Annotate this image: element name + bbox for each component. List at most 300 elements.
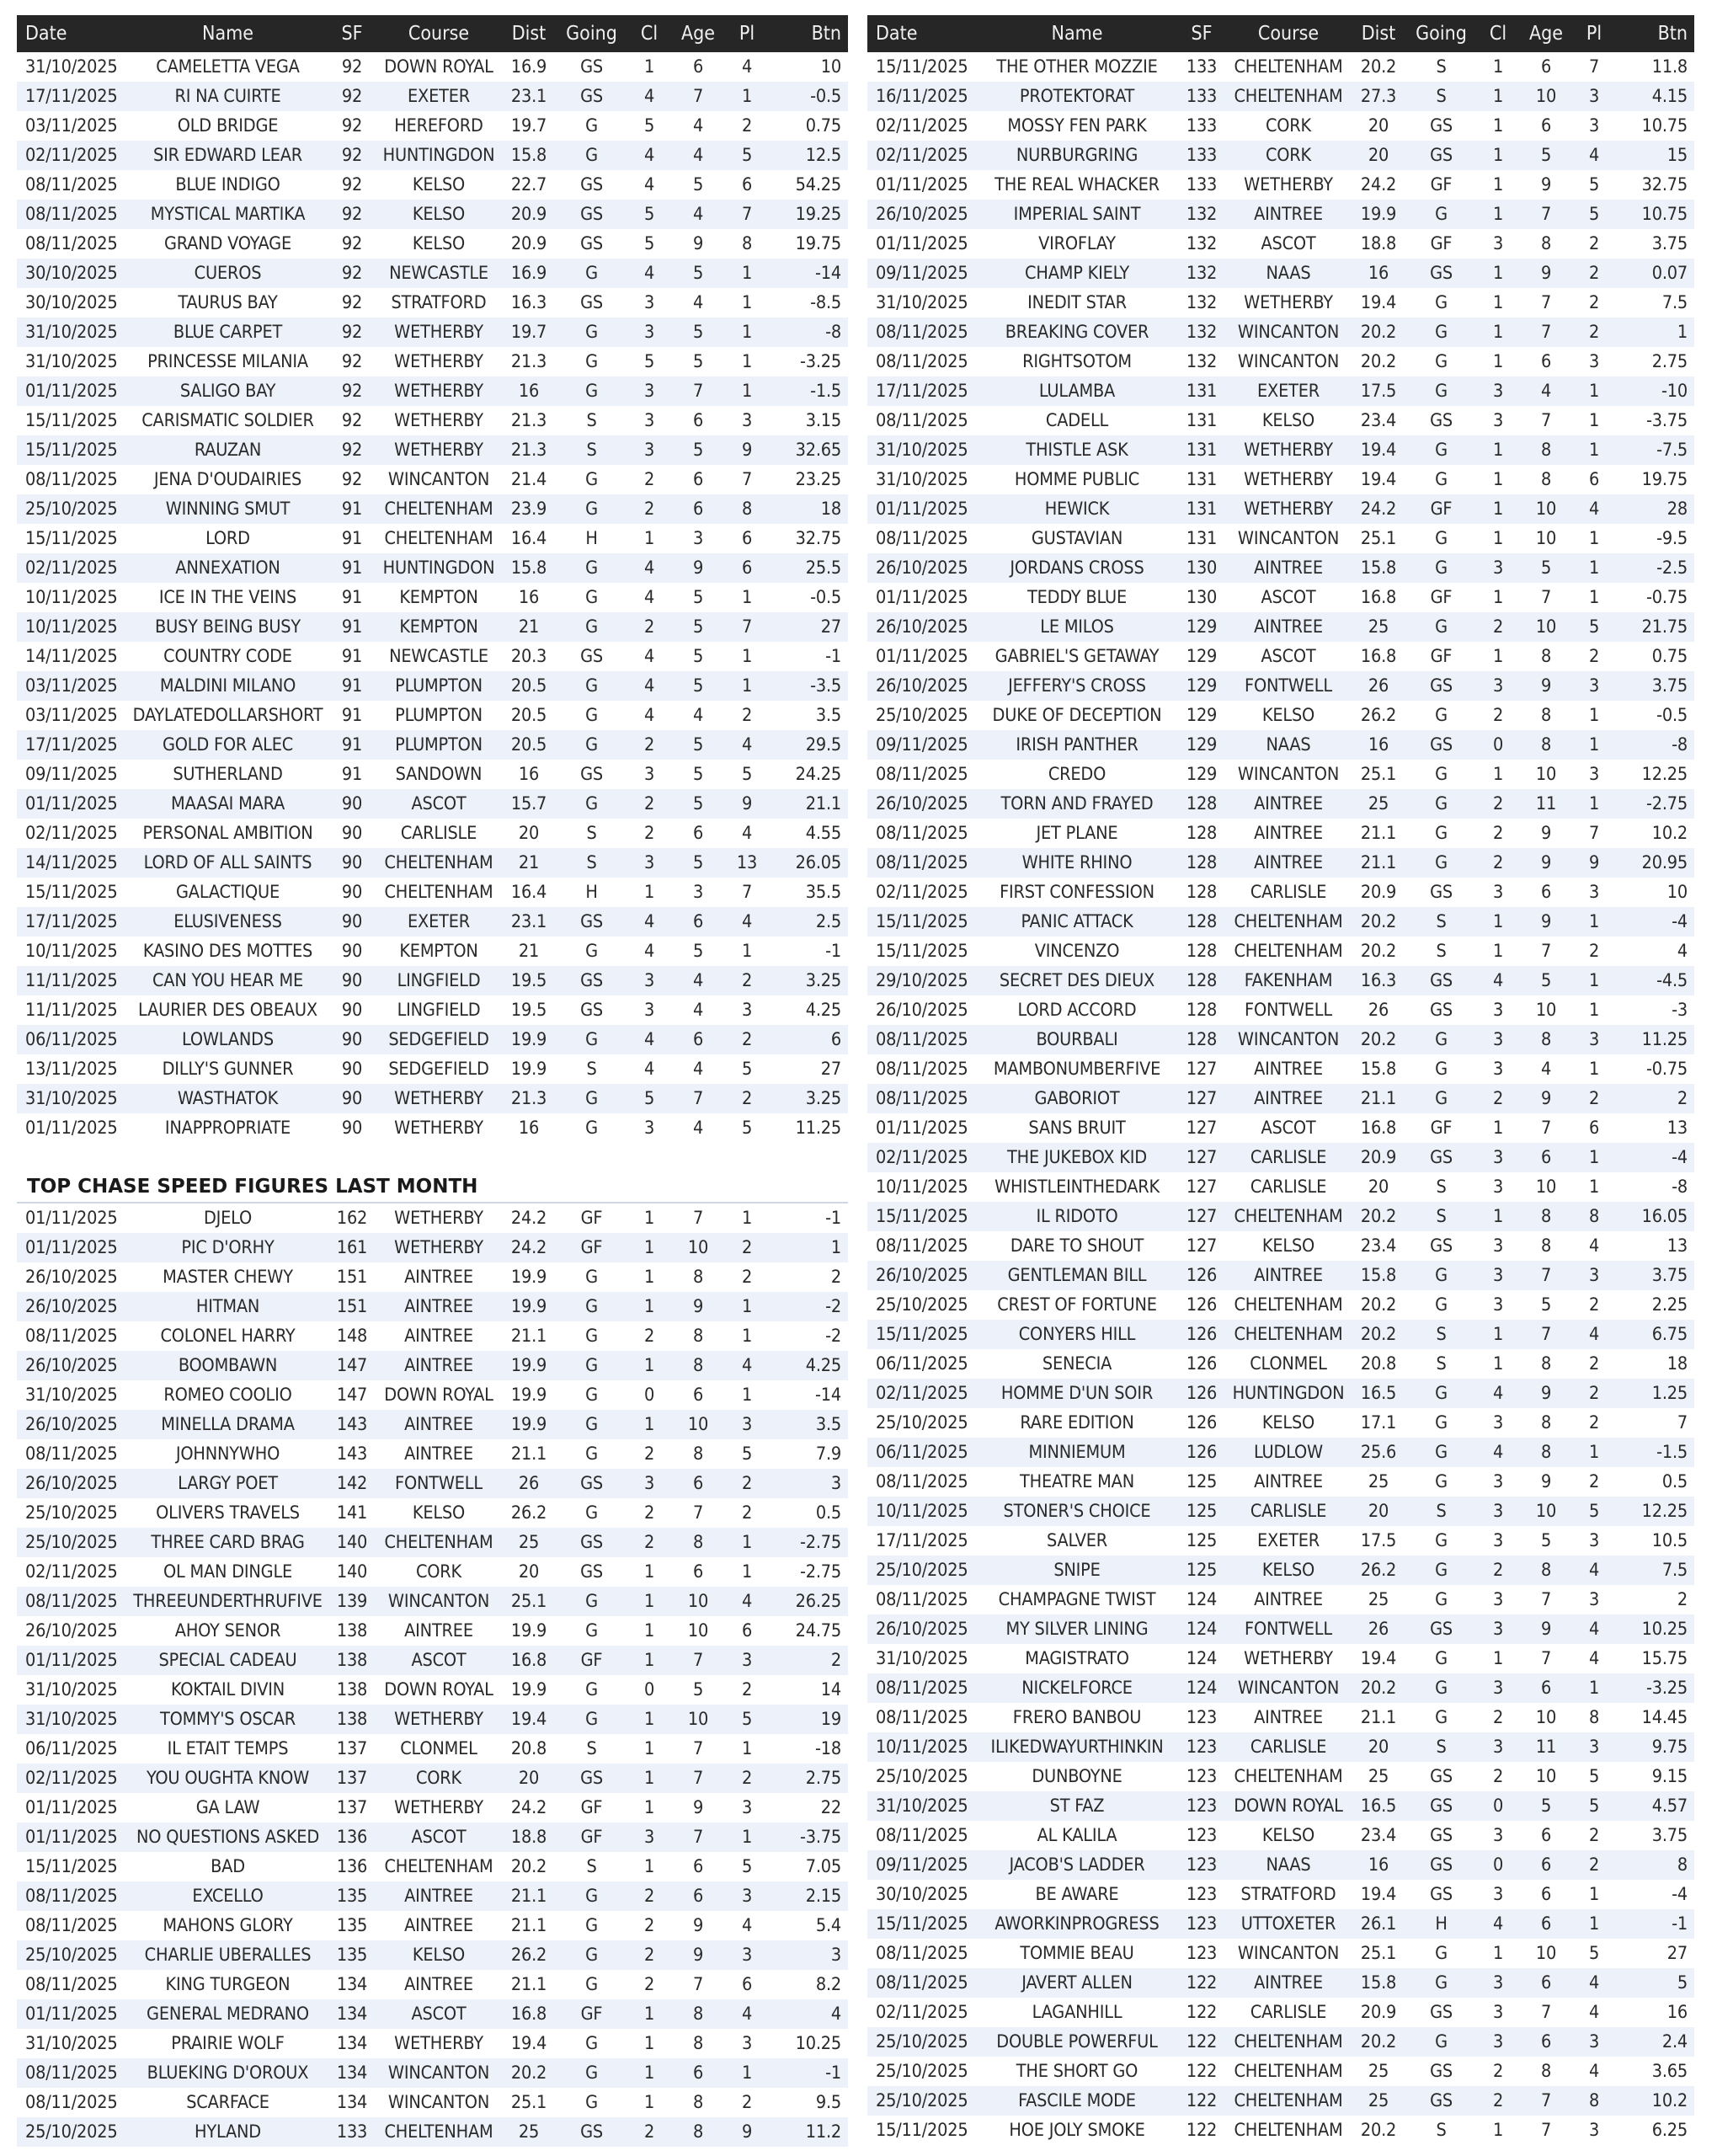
going-cell: G	[1406, 1968, 1476, 1998]
course-cell: WETHERBY	[376, 1084, 501, 1113]
name-cell: MALDINI MILANO	[128, 671, 328, 701]
btn-cell: 23.25	[795, 469, 841, 490]
sf-cell: 91	[341, 646, 363, 667]
pl-cell: 2	[1588, 1825, 1600, 1846]
course-cell: CHELTENHAM	[384, 528, 493, 549]
cl-cell: 4	[627, 141, 672, 170]
name-cell: MAMBONUMBERFIVE	[993, 1059, 1161, 1080]
table-row	[867, 730, 1694, 760]
sf-cell: 92	[328, 376, 376, 406]
age-cell: 8	[1520, 435, 1572, 465]
date-cell: 08/11/2025	[25, 233, 118, 254]
sf-cell: 126	[1186, 1294, 1218, 1315]
pl-cell: 3	[741, 2033, 753, 2054]
course-cell: CHELTENHAM	[376, 2117, 501, 2147]
table-row	[17, 1734, 848, 1764]
sf-cell: 122	[1177, 1968, 1226, 1998]
going-cell: G	[585, 351, 598, 372]
name-cell: CAN YOU HEAR ME	[128, 966, 328, 995]
pl-cell: 1	[724, 1822, 770, 1852]
cl-cell: 1	[627, 1705, 672, 1734]
name-cell: KASINO DES MOTTES	[142, 941, 313, 962]
btn-cell: -3.25	[799, 351, 841, 372]
btn-cell: 6	[770, 1025, 848, 1054]
dist-cell: 25	[1368, 1589, 1389, 1610]
name-cell: MAHONS GLORY	[163, 1915, 293, 1936]
table-row	[17, 1616, 848, 1646]
date-cell: 31/10/2025	[25, 1385, 118, 1406]
age-cell: 6	[1540, 1825, 1552, 1846]
pl-cell: 9	[1572, 848, 1616, 878]
name-cell: DARE TO SHOUT	[1010, 1235, 1144, 1257]
date-cell: 26/10/2025	[867, 553, 977, 583]
name-cell: TORN AND FRAYED	[977, 789, 1177, 819]
btn-cell: -8	[770, 318, 848, 347]
pl-cell: 3	[1572, 1025, 1616, 1054]
going-cell: G	[585, 587, 598, 608]
age-cell: 8	[1540, 233, 1552, 254]
btn-cell: 18	[770, 494, 848, 524]
dist-cell: 16	[1351, 1850, 1406, 1880]
pl-cell: 4	[724, 1587, 770, 1616]
cl-cell: 3	[1492, 1000, 1504, 1021]
sf-cell: 151	[328, 1292, 376, 1321]
dist-cell: 21	[501, 612, 557, 642]
going-cell: G	[1435, 528, 1448, 549]
age-cell: 11	[1520, 1732, 1572, 1762]
column-header-name: Name	[128, 15, 328, 52]
btn-cell: -1	[825, 646, 841, 667]
going-cell: G	[1435, 292, 1448, 313]
cl-cell: 4	[627, 259, 672, 288]
sf-cell: 138	[328, 1646, 376, 1675]
pl-cell: 1	[1588, 1884, 1600, 1905]
course-cell: HUNTINGDON	[376, 141, 501, 170]
name-cell: EXCELLO	[128, 1881, 328, 1911]
dist-cell: 24.2	[1360, 174, 1397, 195]
age-cell: 4	[692, 1059, 704, 1080]
column-header-name: Name	[977, 15, 1177, 52]
going-cell: GS	[580, 174, 603, 195]
table-row	[867, 1732, 1694, 1762]
sf-cell: 92	[341, 233, 363, 254]
table-row	[17, 1439, 848, 1469]
course-cell: WETHERBY	[394, 1118, 483, 1139]
sf-cell: 124	[1186, 1589, 1218, 1610]
age-cell: 6	[1520, 1909, 1572, 1939]
date-cell: 08/11/2025	[17, 1881, 128, 1911]
cl-cell: 3	[1476, 1732, 1520, 1762]
dist-cell: 19.9	[510, 1679, 547, 1700]
dist-cell: 26	[501, 1469, 557, 1498]
pl-cell: 3	[724, 1410, 770, 1439]
course-cell: WETHERBY	[394, 1208, 483, 1229]
dist-cell: 20.8	[1360, 1353, 1397, 1374]
table-row	[867, 82, 1694, 111]
going-cell: GS	[1406, 730, 1476, 760]
name-cell: THE OTHER MOZZIE	[996, 56, 1158, 77]
sf-cell: 123	[1186, 1943, 1218, 1964]
sf-cell: 135	[328, 1940, 376, 1970]
table-row	[17, 465, 848, 494]
name-cell: CHAMPAGNE TWIST	[998, 1589, 1156, 1610]
going-cell: GS	[557, 1764, 627, 1793]
age-cell: 6	[1540, 351, 1552, 372]
cl-cell: 3	[1492, 1530, 1504, 1551]
table-row	[17, 642, 848, 671]
course-cell: NAAS	[1226, 1850, 1351, 1880]
cl-cell: 4	[643, 174, 655, 195]
table-row	[17, 671, 848, 701]
dist-cell: 19.9	[501, 1025, 557, 1054]
going-cell: GS	[1406, 671, 1476, 701]
going-cell: G	[1406, 848, 1476, 878]
going-cell: G	[1435, 1412, 1448, 1433]
date-cell: 15/11/2025	[25, 528, 118, 549]
date-cell: 03/11/2025	[25, 115, 118, 136]
cl-cell: 3	[627, 1822, 672, 1852]
age-cell: 4	[1520, 376, 1572, 406]
age-cell: 6	[672, 1881, 724, 1911]
date-cell: 01/11/2025	[17, 1233, 128, 1262]
going-cell: GF	[1430, 174, 1453, 195]
sf-cell: 128	[1177, 848, 1226, 878]
age-cell: 3	[692, 528, 704, 549]
table-row	[17, 1940, 848, 1970]
date-cell: 25/10/2025	[867, 2027, 977, 2057]
course-cell: HUNTINGDON	[1226, 1379, 1351, 1408]
dist-cell: 21.4	[510, 469, 547, 490]
pl-cell: 1	[741, 587, 753, 608]
cl-cell: 1	[1492, 56, 1504, 77]
dist-cell: 21.1	[510, 1974, 547, 1995]
course-cell: CHELTENHAM	[376, 494, 501, 524]
date-cell: 31/10/2025	[876, 1648, 968, 1669]
date-cell: 15/11/2025	[876, 56, 968, 77]
dist-cell: 20.9	[1360, 2002, 1397, 2023]
btn-cell: 27	[1666, 1943, 1688, 1964]
btn-cell: 4.15	[1616, 82, 1694, 111]
going-cell: GF	[1430, 1118, 1453, 1139]
course-cell: AINTREE	[376, 1410, 501, 1439]
table-row	[17, 1970, 848, 1999]
course-cell: CORK	[415, 1561, 462, 1582]
cl-cell: 1	[1492, 292, 1504, 313]
age-cell: 10	[1520, 494, 1572, 524]
pl-cell: 2	[724, 1084, 770, 1113]
name-cell: THE SHORT GO	[1016, 2061, 1138, 2082]
date-cell: 08/11/2025	[867, 1968, 977, 1998]
name-cell: FIRST CONFESSION	[1000, 882, 1154, 903]
sf-cell: 129	[1177, 671, 1226, 701]
column-header-date: Date	[17, 15, 128, 52]
course-cell: FAKENHAM	[1226, 966, 1351, 995]
dist-cell: 19.4	[1360, 469, 1397, 490]
age-cell: 7	[692, 1738, 704, 1759]
pl-cell: 6	[741, 1974, 753, 1995]
course-cell: CHELTENHAM	[1226, 82, 1351, 111]
date-cell: 31/10/2025	[17, 318, 128, 347]
course-cell: WETHERBY	[1244, 1648, 1333, 1669]
date-cell: 01/11/2025	[876, 174, 968, 195]
age-cell: 8	[1540, 705, 1552, 726]
btn-cell: 10.25	[795, 2033, 841, 2054]
course-cell: AINTREE	[1226, 1084, 1351, 1113]
cl-cell: 4	[1476, 1379, 1520, 1408]
course-cell: WINCANTON	[1237, 528, 1340, 549]
table-row	[17, 318, 848, 347]
going-cell: GS	[557, 82, 627, 111]
cl-cell: 3	[1492, 1294, 1504, 1315]
table-row	[867, 1909, 1694, 1939]
sf-cell: 128	[1186, 882, 1218, 903]
name-cell: ELUSIVENESS	[128, 907, 328, 937]
age-cell: 5	[692, 764, 704, 785]
age-cell: 6	[672, 907, 724, 937]
table-row	[867, 1556, 1694, 1585]
cl-cell: 1	[1476, 907, 1520, 937]
course-cell: WINCANTON	[376, 2058, 501, 2088]
age-cell: 5	[672, 259, 724, 288]
name-cell: TOMMY'S OSCAR	[128, 1705, 328, 1734]
date-cell: 01/11/2025	[17, 1999, 128, 2029]
btn-cell: 3.25	[770, 966, 848, 995]
pl-cell: 1	[1572, 553, 1616, 583]
name-cell: BLUE CARPET	[128, 318, 328, 347]
cl-cell: 0	[1476, 730, 1520, 760]
name-cell: OL MAN DINGLE	[163, 1561, 293, 1582]
name-cell: JEFFERY'S CROSS	[977, 671, 1177, 701]
btn-cell: -4	[1616, 907, 1694, 937]
pl-cell: 1	[741, 351, 753, 372]
table-row	[17, 1881, 848, 1911]
table-row	[867, 1320, 1694, 1349]
going-cell: G	[557, 141, 627, 170]
name-cell: THE REAL WHACKER	[994, 174, 1160, 195]
date-cell: 25/10/2025	[25, 1502, 118, 1524]
cl-cell: 1	[643, 1620, 655, 1641]
dist-cell: 15.8	[1360, 1059, 1397, 1080]
btn-cell: 2.75	[770, 1764, 848, 1793]
pl-cell: 4	[724, 907, 770, 937]
btn-cell: -10	[1616, 376, 1694, 406]
btn-cell: 12.5	[770, 141, 848, 170]
btn-cell: 19.75	[795, 233, 841, 254]
column-header-btn: Btn	[770, 15, 848, 52]
table-row	[17, 1113, 848, 1143]
table-row	[17, 2117, 848, 2147]
name-cell: COUNTRY CODE	[163, 646, 292, 667]
dist-cell: 16.8	[501, 1646, 557, 1675]
date-cell: 25/10/2025	[17, 1528, 128, 1557]
table-row	[17, 1262, 848, 1292]
pl-cell: 3	[1588, 2120, 1600, 2141]
btn-cell: -1	[825, 1208, 841, 1229]
course-cell: KELSO	[1261, 705, 1315, 726]
btn-cell: -3.75	[770, 1822, 848, 1852]
date-cell: 25/10/2025	[876, 1766, 968, 1787]
pl-cell: 4	[1572, 1614, 1616, 1644]
table-row	[17, 2058, 848, 2088]
sf-cell: 132	[1186, 292, 1218, 313]
course-cell: WETHERBY	[394, 351, 483, 372]
btn-cell: -2.5	[1616, 553, 1694, 583]
sf-cell: 127	[1177, 1084, 1226, 1113]
age-cell: 8	[692, 1444, 704, 1465]
dist-cell: 20.5	[501, 730, 557, 760]
age-cell: 6	[672, 2058, 724, 2088]
table-row	[17, 1675, 848, 1705]
going-cell: GF	[580, 1797, 603, 1818]
date-cell: 14/11/2025	[17, 848, 128, 878]
age-cell: 6	[1520, 2027, 1572, 2057]
cl-cell: 5	[627, 1084, 672, 1113]
table-row	[867, 907, 1694, 937]
btn-cell: -3.5	[770, 671, 848, 701]
dist-cell: 18.8	[1360, 233, 1397, 254]
sf-cell: 134	[336, 1974, 368, 1995]
date-cell: 26/10/2025	[25, 1267, 118, 1288]
age-cell: 5	[672, 612, 724, 642]
cl-cell: 3	[643, 1118, 655, 1139]
name-cell: ILIKEDWAYURTHINKIN	[977, 1732, 1177, 1762]
dist-cell: 20.9	[510, 233, 547, 254]
table-row	[867, 553, 1694, 583]
table-row	[17, 435, 848, 465]
name-cell: GA LAW	[195, 1797, 260, 1818]
age-cell: 8	[1540, 1412, 1552, 1433]
name-cell: BLUE INDIGO	[175, 174, 280, 195]
dist-cell: 19.4	[1351, 435, 1406, 465]
course-cell: ASCOT	[1261, 1118, 1316, 1139]
btn-cell: 20.95	[1616, 848, 1694, 878]
name-cell: YOU OUGHTA KNOW	[128, 1764, 328, 1793]
table-row	[17, 494, 848, 524]
going-cell: GF	[1430, 587, 1453, 608]
dist-cell: 19.9	[510, 1620, 547, 1641]
course-cell: ASCOT	[376, 1999, 501, 2029]
cl-cell: 3	[627, 1469, 672, 1498]
name-cell: KING TURGEON	[165, 1974, 291, 1995]
name-cell: HYLAND	[128, 2117, 328, 2147]
btn-cell: 18	[1666, 1353, 1688, 1374]
table-row	[17, 406, 848, 435]
age-cell: 9	[1520, 1614, 1572, 1644]
age-cell: 7	[1540, 587, 1552, 608]
course-cell: KELSO	[1261, 1412, 1315, 1433]
cl-cell: 2	[1476, 2086, 1520, 2116]
date-cell: 25/10/2025	[876, 1412, 968, 1433]
dist-cell: 20.2	[1360, 56, 1397, 77]
name-cell: WINNING SMUT	[128, 494, 328, 524]
table-row	[867, 2057, 1694, 2086]
btn-cell: 0.5	[1661, 1471, 1688, 1492]
table-row	[867, 671, 1694, 701]
date-cell: 01/11/2025	[876, 646, 968, 667]
name-cell: INAPPROPRIATE	[164, 1118, 291, 1139]
name-cell: SALIGO BAY	[128, 376, 328, 406]
age-cell: 5	[692, 1679, 704, 1700]
name-cell: STONER'S CHOICE	[977, 1497, 1177, 1526]
btn-cell: 15.75	[1641, 1648, 1688, 1669]
btn-cell: 0.5	[815, 1502, 841, 1524]
sf-cell: 129	[1186, 764, 1218, 785]
age-cell: 6	[692, 1561, 704, 1582]
column-header-age: Age	[672, 15, 724, 52]
btn-cell: -4	[1616, 1143, 1694, 1172]
btn-cell: 2	[1616, 1084, 1694, 1113]
date-cell: 08/11/2025	[876, 1707, 968, 1728]
age-cell: 4	[672, 200, 724, 229]
dist-cell: 20.2	[501, 2058, 557, 2088]
age-cell: 7	[692, 1208, 704, 1229]
cl-cell: 2	[627, 730, 672, 760]
age-cell: 8	[672, 1999, 724, 2029]
name-cell: COLONEL HARRY	[160, 1326, 296, 1347]
sf-cell: 90	[341, 823, 363, 844]
date-cell: 26/10/2025	[867, 1261, 977, 1290]
dist-cell: 25	[1368, 2061, 1389, 2082]
course-cell: HUNTINGDON	[376, 553, 501, 583]
pl-cell: 6	[1588, 469, 1600, 490]
dist-cell: 26	[1368, 1000, 1389, 1021]
name-cell: MAASAI MARA	[128, 789, 328, 819]
cl-cell: 3	[1492, 882, 1504, 903]
going-cell: GS	[1430, 1884, 1453, 1905]
sf-cell: 126	[1177, 1379, 1226, 1408]
pl-cell: 4	[741, 1915, 753, 1936]
course-cell: NEWCASTLE	[376, 259, 501, 288]
dist-cell: 16.4	[510, 882, 547, 903]
dist-cell: 20.2	[1360, 1294, 1397, 1315]
table-row	[17, 111, 848, 141]
age-cell: 9	[672, 1292, 724, 1321]
cl-cell: 1	[643, 882, 655, 903]
going-cell: GF	[557, 1999, 627, 2029]
date-cell: 15/11/2025	[25, 882, 118, 903]
dist-cell: 20.2	[1351, 1673, 1406, 1703]
table-row	[867, 848, 1694, 878]
age-cell: 9	[672, 1940, 724, 1970]
sf-cell: 123	[1186, 1707, 1218, 1728]
cl-cell: 1	[1492, 174, 1504, 195]
dist-cell: 23.4	[1360, 1235, 1397, 1257]
date-cell: 15/11/2025	[876, 941, 968, 962]
going-cell: GS	[557, 200, 627, 229]
btn-cell: 7	[1677, 1412, 1688, 1433]
name-cell: LORD ACCORD	[1017, 1000, 1137, 1021]
name-cell: PIC D'ORHY	[128, 1233, 328, 1262]
age-cell: 8	[1540, 1353, 1552, 1374]
name-cell: SALVER	[1046, 1530, 1107, 1551]
date-cell: 31/10/2025	[25, 1679, 118, 1700]
sf-cell: 128	[1186, 941, 1218, 962]
pl-cell: 3	[1572, 2027, 1616, 2057]
course-cell: LINGFIELD	[376, 966, 501, 995]
btn-cell: -0.5	[770, 82, 848, 111]
sf-cell: 92	[328, 200, 376, 229]
course-cell: WETHERBY	[1244, 174, 1333, 195]
btn-cell: 3.65	[1651, 2061, 1688, 2082]
cl-cell: 2	[627, 494, 672, 524]
cl-cell: 3	[1492, 2002, 1504, 2023]
column-header-sf: SF	[1177, 15, 1226, 52]
age-cell: 6	[1520, 1143, 1572, 1172]
course-cell: AINTREE	[404, 1267, 473, 1288]
going-cell: G	[557, 494, 627, 524]
sf-cell: 128	[1186, 823, 1218, 844]
age-cell: 6	[1540, 1884, 1552, 1905]
